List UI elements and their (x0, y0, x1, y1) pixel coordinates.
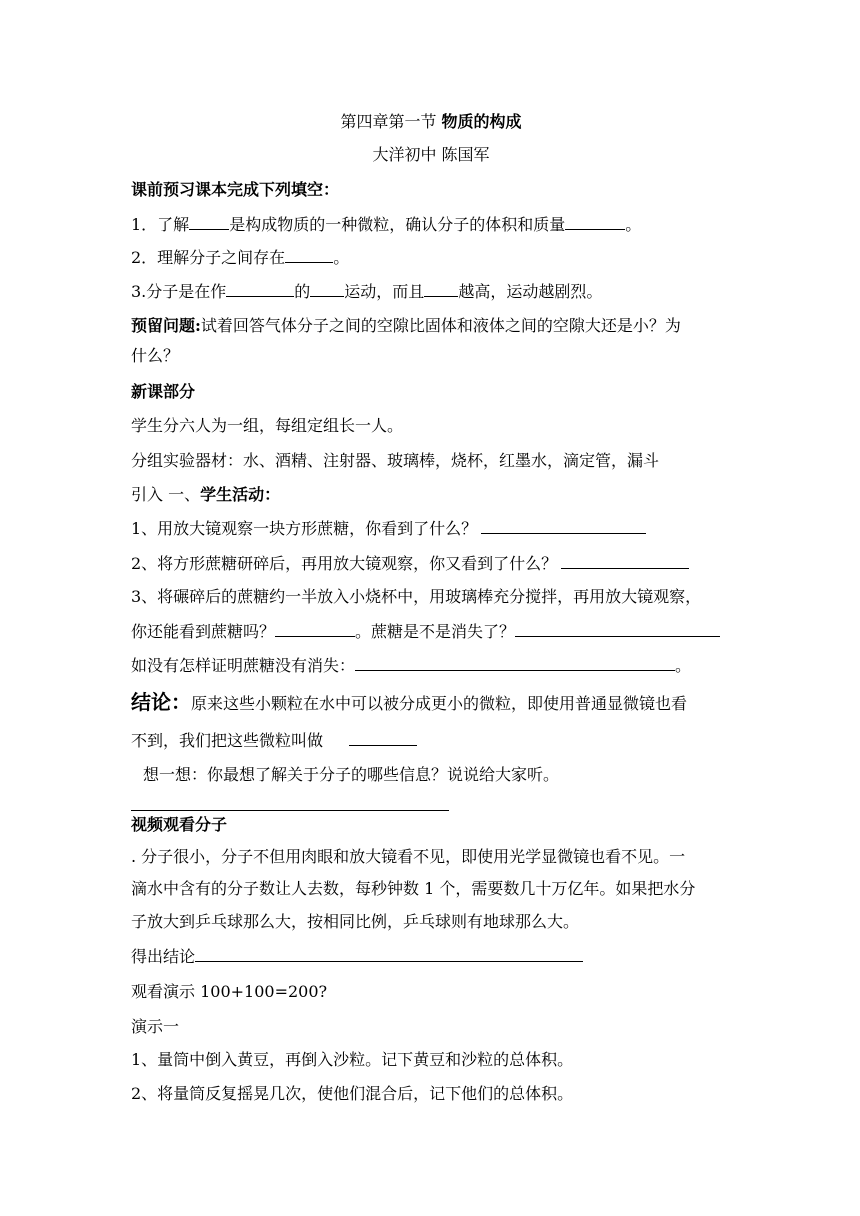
conclusion-text-1: 原来这些小颗粒在水中可以被分成更小的微粒，即使用普通显微镜也看 (191, 694, 688, 713)
reserved-label: 预留问题: (131, 316, 201, 335)
conclusion-label: 结论： (131, 690, 191, 714)
activity-1 (131, 518, 731, 539)
lesson-title: 物质的构成 (441, 112, 522, 131)
chapter-label: 第四章第一节 (340, 112, 437, 131)
demo-step-2: 2、将量筒反复摇晃几次，使他们混合后，记下他们的总体积。 (131, 1084, 574, 1103)
q2-blank[interactable] (285, 247, 333, 263)
reserved-question (131, 316, 731, 336)
think-prompt: 想一想：你最想了解关于分子的哪些信息？说说给大家听。 (143, 765, 560, 784)
demo-title: 演示一 (131, 1017, 180, 1036)
video-paragraph-line-3: 子放大到乒乓球那么大，按相同比例，乒乓球则有地球那么大。 (131, 912, 580, 931)
activity-3-text-a: 你还能看到蔗糖吗？ (131, 622, 276, 641)
activity-4 (131, 655, 731, 676)
video-paragraph-line-1: . 分子很小，分子不但用肉眼和放大镜看不见，即使用光学显微镜也看不见。一 (131, 847, 686, 866)
q3-text-b: 的 (294, 282, 311, 301)
intro-text: 引入 一、 (131, 485, 201, 504)
activity-3-line-1: 3、将碾碎后的蔗糖约一半放入小烧杯中，用玻璃棒充分搅拌，再用放大镜观察， (131, 587, 702, 606)
q3-blank-3[interactable] (424, 281, 458, 297)
q1-text-a: 1．了解 (131, 215, 190, 234)
preview-question-1 (131, 214, 731, 235)
reserved-text-2: 什么？ (131, 346, 180, 365)
activity-4-blank[interactable] (355, 655, 675, 671)
activity-2-blank[interactable] (561, 553, 689, 569)
conclusion-line-1 (131, 690, 731, 716)
page-title (131, 112, 731, 132)
preview-heading: 课前预习课本完成下列填空： (131, 180, 340, 199)
activity-2 (131, 553, 731, 574)
activity-1-blank[interactable] (481, 518, 646, 534)
preview-question-3 (131, 281, 731, 302)
activity-2-text: 2、将方形蔗糖研碎后，再用放大镜观察，你又看到了什么？ (131, 554, 558, 573)
result-line (131, 946, 731, 967)
q3-text-c: 运动，而且 (344, 282, 425, 301)
activity-4-text-b: 。 (675, 656, 692, 675)
q3-text-d: 越高，运动越剧烈。 (458, 282, 603, 301)
conclusion-blank[interactable] (349, 730, 417, 746)
q1-blank-2[interactable] (565, 214, 625, 230)
activity-3-text-b: 。蔗糖是不是消失了？ (355, 622, 516, 641)
activity-3-line-2 (131, 621, 731, 642)
q2-text-a: 2．理解分子之间存在 (131, 248, 286, 267)
q1-blank-1[interactable] (189, 214, 229, 230)
preview-question-2 (131, 247, 731, 268)
conclusion-text-2: 不到，我们把这些微粒叫做 (131, 731, 324, 750)
demo-step-1: 1、量筒中倒入黄豆，再倒入沙粒。记下黄豆和沙粒的总体积。 (131, 1050, 574, 1069)
result-label: 得出结论 (131, 947, 196, 966)
new-lesson-heading: 新课部分 (131, 382, 196, 401)
student-activity-label: 学生活动： (200, 485, 281, 504)
q1-text-b: 是构成物质的一种微粒，确认分子的体积和质量 (229, 215, 566, 234)
activity-1-text: 1、用放大镜观察一块方形蔗糖，你看到了什么？ (131, 519, 478, 538)
activity-3-blank-2[interactable] (515, 621, 720, 637)
think-answer-line[interactable] (131, 810, 449, 811)
video-heading: 视频观看分子 (131, 815, 228, 834)
q2-text-b: 。 (333, 248, 350, 267)
q1-text-c: 。 (625, 215, 642, 234)
q3-text-a: 3.分子是在作 (131, 282, 227, 301)
activity-3-blank-1[interactable] (275, 621, 355, 637)
materials-list: 分组实验器材：水、酒精、注射器、玻璃棒，烧杯，红墨水，滴定管，漏斗 (131, 451, 660, 470)
reserved-text-1: 试着回答气体分子之间的空隙比固体和液体之间的空隙大还是小？为 (200, 316, 681, 335)
q3-blank-1[interactable] (226, 281, 294, 297)
video-paragraph-line-2: 滴水中含有的分子数让人去数，每秒钟数 1 个，需要数几十万亿年。如果把水分 (131, 879, 696, 898)
author-line: 大洋初中 陈国军 (372, 145, 490, 164)
demo-watch-line: 观看演示 100+100=200? (131, 982, 328, 1001)
conclusion-line-2 (131, 730, 731, 751)
q3-blank-2[interactable] (310, 281, 344, 297)
result-blank[interactable] (195, 946, 583, 962)
group-instruction: 学生分六人为一组，每组定组长一人。 (131, 416, 404, 435)
activity-4-text-a: 如没有怎样证明蔗糖没有消失： (131, 656, 356, 675)
intro-line (131, 485, 731, 505)
